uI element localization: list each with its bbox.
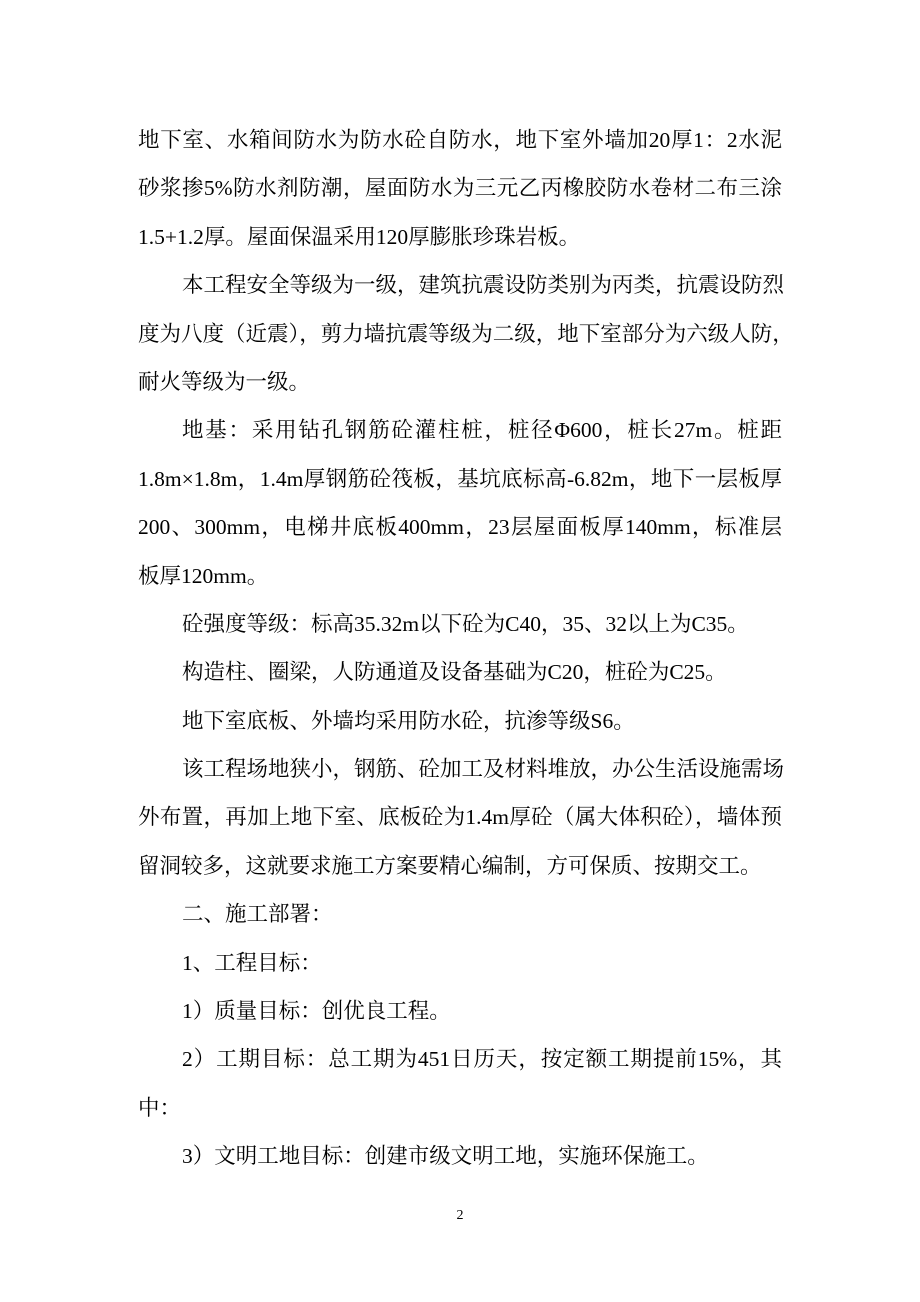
- text-line: 1.8m×1.8m，1.4m厚钢筋砼筏板，基坑底标高-6.82m，地下一层板厚: [138, 466, 782, 491]
- page-number: 2: [456, 1208, 464, 1223]
- text-line: 地基：采用钻孔钢筋砼灌柱桩，桩径Φ600，桩长27m。桩距: [182, 418, 782, 443]
- text-line: 地下室底板、外墙均采用防水砼，抗渗等级S6。: [182, 708, 635, 733]
- text-line: 耐火等级为一级。: [138, 369, 311, 394]
- paragraph: [138, 1035, 782, 1132]
- text-line: 1.5+1.2厚。屋面保温采用120厚膨胀珍珠岩板。: [138, 224, 581, 249]
- text-line: 砼强度等级：标高35.32m以下砼为C40，35、32以上为C35。: [182, 611, 749, 636]
- text-line: 200、300mm，电梯井底板400mm，23层屋面板厚140mm，标准层: [138, 515, 782, 540]
- text-line: 二、施工部署：: [182, 902, 333, 927]
- text-line: 外布置，再加上地下室、底板砼为1.4m厚砼（属大体积砼），墙体预: [138, 805, 782, 830]
- paragraph: [138, 987, 782, 1035]
- paragraph: [138, 406, 782, 600]
- paragraph: [138, 261, 794, 406]
- text-line: 中：: [138, 1095, 182, 1120]
- text-line: 1、工程目标：: [182, 950, 322, 975]
- paragraph: [138, 939, 782, 987]
- paragraph: [138, 600, 782, 648]
- document-body: [138, 116, 794, 1181]
- text-line: 构造柱、圈梁，人防通道及设备基础为C20，桩砼为C25。: [182, 660, 727, 685]
- text-line: 砂浆掺5%防水剂防潮，屋面防水为三元乙丙橡胶防水卷材二布三涂: [138, 176, 782, 201]
- text-line: 2）工期目标：总工期为451日历天，按定额工期提前15%，其: [182, 1047, 782, 1072]
- text-line: 度为八度（近震），剪力墙抗震等级为二级，地下室部分为六级人防，: [138, 321, 794, 346]
- text-line: 3）文明工地目标：创建市级文明工地，实施环保施工。: [182, 1144, 709, 1169]
- text-line: 板厚120mm。: [138, 563, 269, 588]
- text-line: 留洞较多，这就要求施工方案要精心编制，方可保质、按期交工。: [138, 853, 762, 878]
- paragraph: [138, 890, 782, 938]
- paragraph: [138, 648, 782, 696]
- paragraph: [138, 1132, 782, 1180]
- paragraph: [138, 697, 782, 745]
- text-line: 本工程安全等级为一级，建筑抗震设防类别为丙类，抗震设防烈: [182, 273, 785, 298]
- paragraph: [138, 745, 785, 890]
- text-line: 地下室、水箱间防水为防水砼自防水，地下室外墙加20厚1：2水泥: [138, 128, 782, 152]
- text-line: 1）质量目标：创优良工程。: [182, 999, 451, 1024]
- text-line: 该工程场地狭小，钢筋、砼加工及材料堆放，办公生活设施需场: [182, 757, 785, 782]
- paragraph: [138, 116, 782, 261]
